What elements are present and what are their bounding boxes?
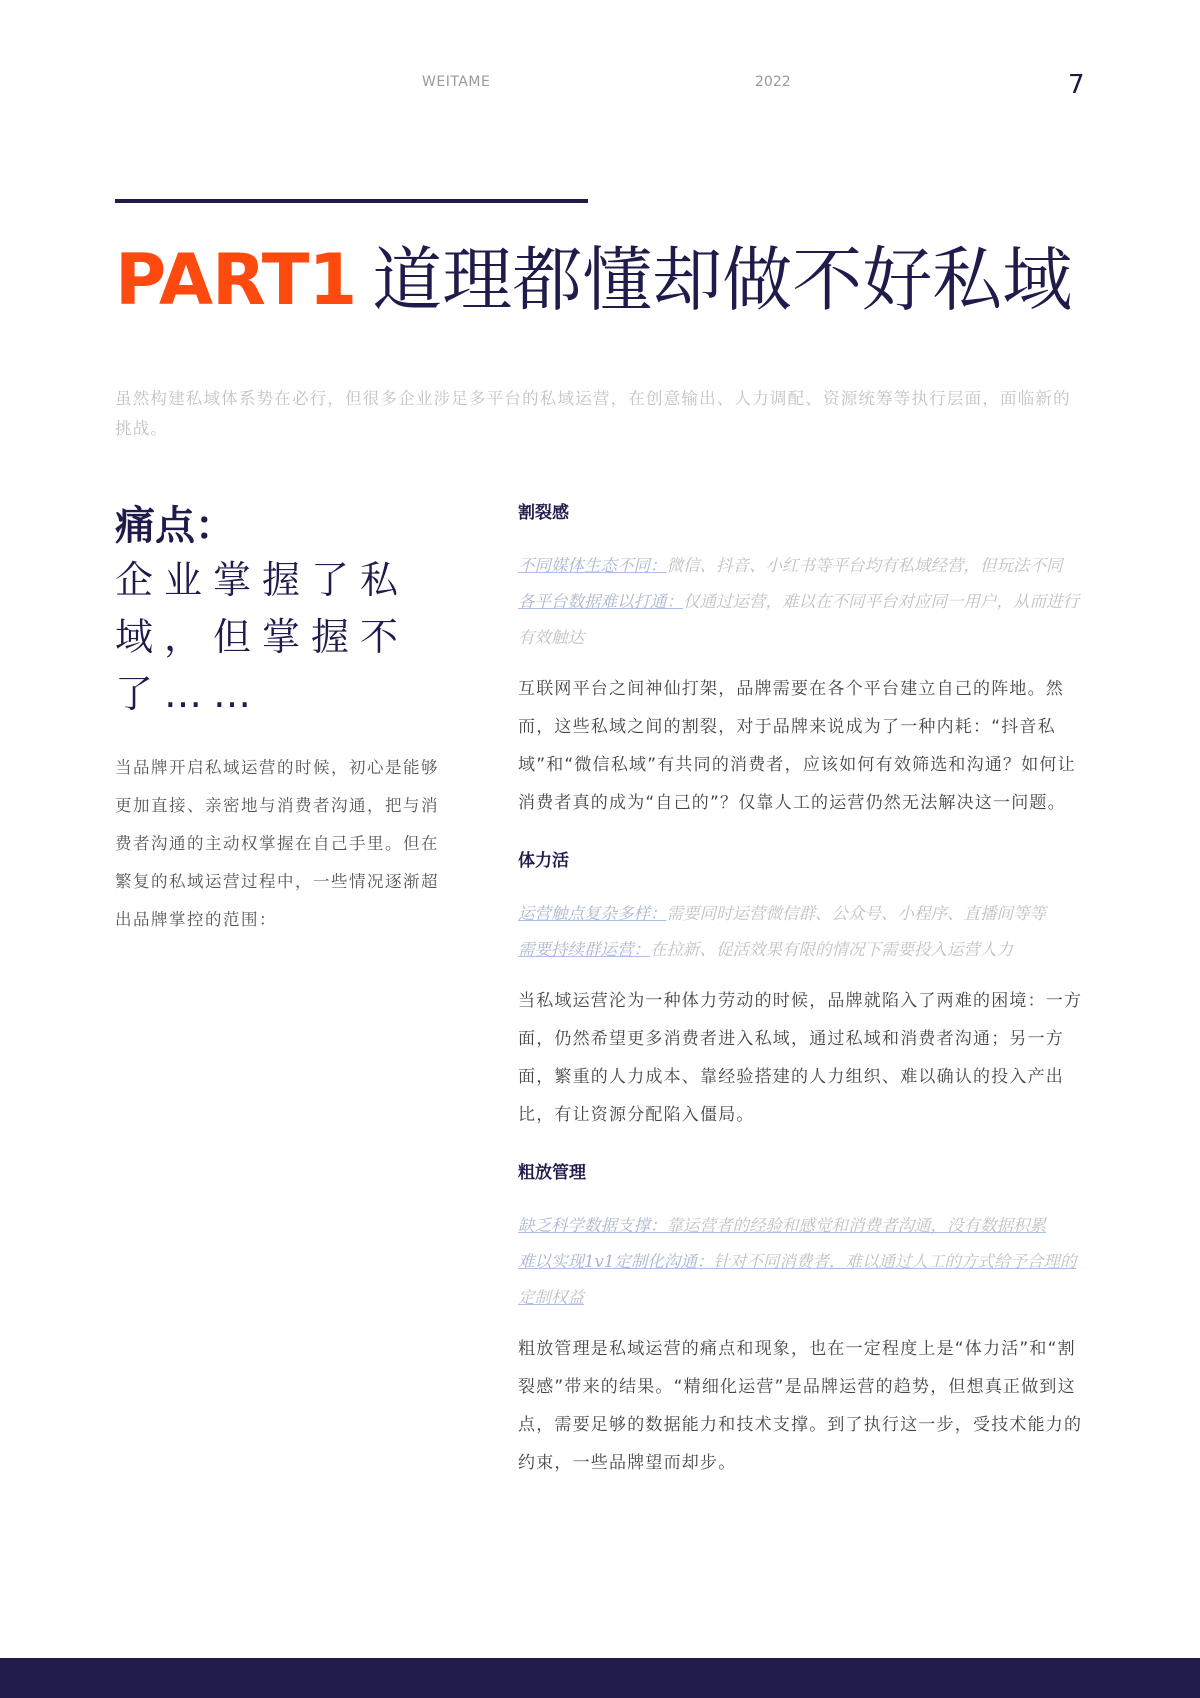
point-desc: 仅通过运营，难以在不同平台对应同一用户，从而进行有效触达 bbox=[518, 592, 1079, 647]
point-list bbox=[518, 1208, 1088, 1316]
header-year: 2022 bbox=[755, 74, 791, 90]
list-item bbox=[518, 548, 1088, 584]
section-rough-management bbox=[518, 1158, 1088, 1482]
sections-column bbox=[518, 498, 1088, 1506]
page-header bbox=[0, 70, 1200, 110]
header-brand: WEITAME bbox=[422, 74, 491, 90]
section-title: 体力活 bbox=[518, 851, 569, 871]
pain-heading: 痛点： bbox=[115, 503, 235, 549]
list-item bbox=[518, 896, 1088, 932]
section-paragraph: 粗放管理是私域运营的痛点和现象，也在一定程度上是“体力活”和“割裂感”带来的结果。“精细化运营”是品牌运营的趋势，但想真正做到这点，需要足够的数据能力和技术支撑。到了执行这一步，受技术能力的约束，一些品牌望而却步。 bbox=[518, 1339, 1083, 1473]
pain-point-column bbox=[115, 500, 455, 939]
list-item bbox=[518, 584, 1088, 656]
section-paragraph: 互联网平台之间神仙打架，品牌需要在各个平台建立自己的阵地。然而，这些私域之间的割裂，对于品牌来说成为了一种内耗：“抖音私域”和“微信私域”有共同的消费者，应该如何有效筛选和沟通？如何让消费者真的成为“自己的”？仅靠人工的运营仍然无法解决这一问题。 bbox=[518, 679, 1076, 813]
pain-subtitle: 企业掌握了私域，但掌握不了…… bbox=[115, 558, 410, 716]
point-key: 缺乏科学数据支撑： bbox=[518, 1216, 667, 1235]
section-manual-labor bbox=[518, 846, 1088, 1134]
point-list bbox=[518, 548, 1088, 656]
part-label: PART1 bbox=[115, 239, 357, 321]
point-key: 需要持续群运营： bbox=[518, 940, 650, 959]
point-key: 难以实现1v1定制化沟通： bbox=[518, 1252, 714, 1271]
point-key: 运营触点复杂多样： bbox=[518, 904, 667, 923]
point-desc: 靠运营者的经验和感觉和消费者沟通，没有数据积累 bbox=[666, 1216, 1046, 1235]
section-paragraph: 当私域运营沦为一种体力劳动的时候，品牌就陷入了两难的困境：一方面，仍然希望更多消费者进入私域，通过私域和消费者沟通；另一方面，繁重的人力成本、靠经验搭建的人力组织、难以确认的投入产出比，有让资源分配陷入僵局。 bbox=[518, 991, 1083, 1125]
title-divider bbox=[115, 199, 588, 203]
point-desc: 在拉新、促活效果有限的情况下需要投入运营人力 bbox=[650, 940, 1013, 959]
page-title bbox=[115, 240, 1115, 320]
intro-paragraph: 虽然构建私域体系势在必行，但很多企业涉足多平台的私域运营，在创意输出、人力调配、资源统筹等执行层面，面临新的挑战。 bbox=[115, 389, 1071, 438]
page-number: 7 bbox=[1068, 70, 1085, 100]
section-title: 割裂感 bbox=[518, 503, 569, 523]
section-fragmentation bbox=[518, 498, 1088, 822]
point-desc: 微信、抖音、小红书等平台均有私域经营，但玩法不同 bbox=[666, 556, 1063, 575]
list-item bbox=[518, 1208, 1088, 1244]
footer-bar bbox=[0, 1658, 1200, 1698]
title-text: 道理都懂却做不好私域 bbox=[372, 239, 1073, 321]
list-item bbox=[518, 1244, 1088, 1316]
list-item bbox=[518, 932, 1088, 968]
point-desc: 针对不同消费者，难以通过人工的方式给予合理的定制权益 bbox=[518, 1252, 1077, 1307]
point-desc: 需要同时运营微信群、公众号、小程序、直播间等等 bbox=[666, 904, 1046, 923]
point-key: 各平台数据难以打通： bbox=[518, 592, 683, 611]
point-list bbox=[518, 896, 1088, 968]
pain-body: 当品牌开启私域运营的时候，初心是能够更加直接、亲密地与消费者沟通，把与消费者沟通的主动权掌握在自己手里。但在繁复的私域运营过程中，一些情况逐渐超出品牌掌控的范围： bbox=[115, 758, 439, 929]
section-title: 粗放管理 bbox=[518, 1163, 586, 1183]
point-key: 不同媒体生态不同： bbox=[518, 556, 667, 575]
